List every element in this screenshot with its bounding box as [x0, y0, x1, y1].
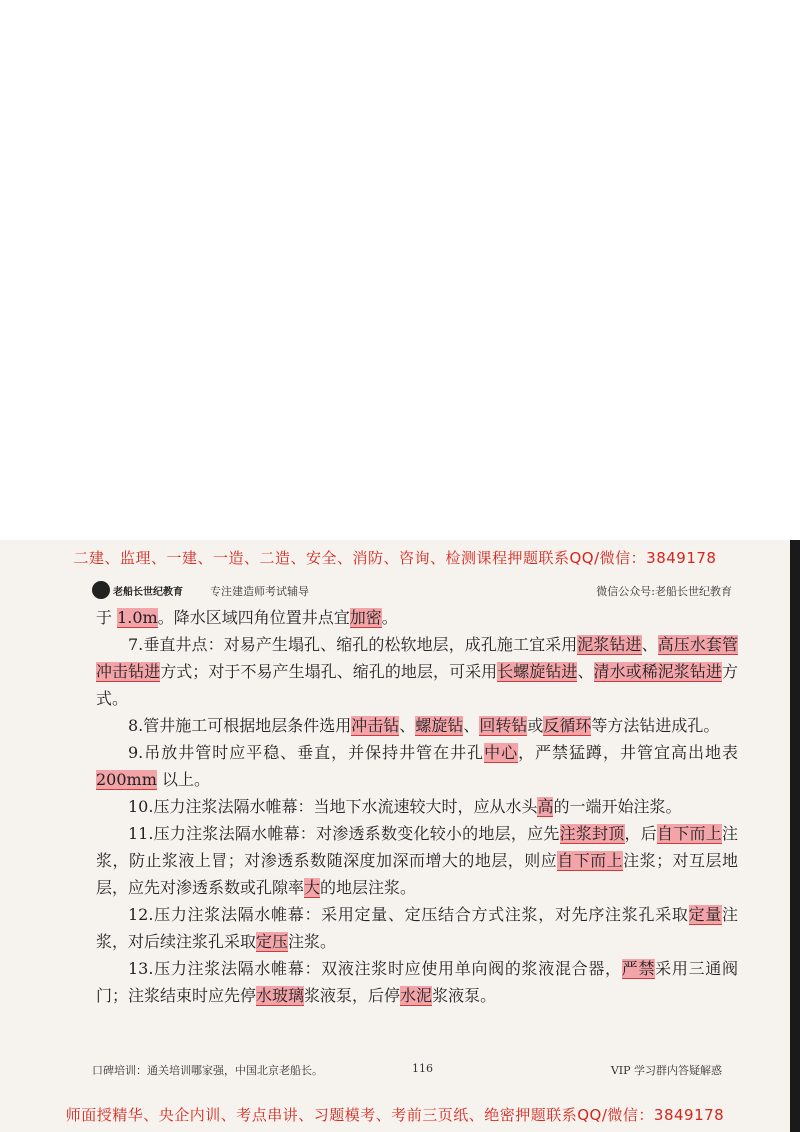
blank-area — [0, 0, 800, 540]
paragraph — [96, 739, 738, 793]
text-segment: 、 — [577, 662, 594, 681]
highlighted-text: 定压 — [256, 932, 289, 951]
text-segment: 以上。 — [156, 770, 210, 789]
paragraph — [96, 955, 738, 1009]
text-segment: 13.压力注浆法隔水帷幕：双液注浆时应使用单向阀的浆液混合器， — [128, 959, 622, 978]
paragraph — [96, 901, 738, 955]
highlighted-text: 水泥 — [400, 986, 433, 1005]
ship-logo-icon — [92, 581, 110, 599]
document-body — [96, 604, 738, 1009]
text-segment: 注浆，防止浆液上冒；对渗透系数随深度加深而增大的地层，则应 — [96, 824, 738, 870]
highlighted-text: 螺旋钻 — [415, 716, 464, 735]
highlighted-text: 加密 — [349, 608, 382, 627]
highlighted-text: 水玻璃 — [256, 986, 305, 1005]
highlighted-text: 回转钻 — [479, 716, 528, 735]
text-segment: 。 — [381, 608, 398, 627]
text-segment: 浆液泵。 — [432, 986, 497, 1005]
highlighted-text: 注浆封顶 — [559, 824, 625, 843]
text-segment: 、 — [399, 716, 416, 735]
text-segment: 7.垂直井点：对易产生塌孔、缩孔的松软地层，成孔施工宜采用 — [128, 635, 578, 654]
highlighted-text: 定量 — [688, 905, 722, 924]
paragraph — [96, 712, 738, 739]
highlighted-text: 高 — [537, 797, 554, 816]
highlighted-text: 泥浆钻进 — [577, 635, 642, 654]
highlighted-text: 大 — [304, 878, 321, 897]
bottom-banner: 师面授精华、央企内训、考点串讲、习题模考、考前三页纸、绝密押题联系QQ/微信：3849178 — [65, 1106, 725, 1124]
text-segment: 或 — [527, 716, 544, 735]
highlighted-text: 严禁 — [621, 959, 656, 978]
highlighted-text: 长螺旋钻进 — [497, 662, 578, 681]
logo — [92, 581, 183, 599]
text-segment: 注浆。 — [288, 932, 337, 951]
paragraph — [96, 604, 738, 631]
text-segment: 采用三通阀门；注浆结束时应先停 — [96, 959, 738, 1005]
highlighted-text: 清水或稀泥浆钻进 — [593, 662, 722, 681]
highlighted-text: 反循环 — [543, 716, 592, 735]
text-segment: 于 — [96, 608, 118, 627]
text-segment: 11.压力注浆法隔水帷幕：对渗透系数变化较小的地层，应先 — [128, 824, 560, 843]
highlighted-text: 高压水套管冲击钻进 — [96, 635, 738, 681]
highlighted-text: 中心 — [484, 743, 519, 762]
scan-edge — [790, 540, 800, 1132]
text-segment: 12.压力注浆法隔水帷幕：采用定量、定压结合方式注浆，对先序注浆孔采取 — [128, 905, 689, 924]
footer-slogan: 口碑培训：通关培训哪家强，中国北京老船长。 — [92, 1064, 323, 1077]
text-segment: 8.管井施工可根据地层条件选用 — [128, 716, 352, 735]
text-segment: 浆液泵，后停 — [304, 986, 401, 1005]
text-segment: 注浆，对后续注浆孔采取 — [96, 905, 738, 951]
text-segment: ，后 — [624, 824, 658, 843]
text-segment: 。降水区域四角位置井点宜 — [157, 608, 350, 627]
paragraph — [96, 631, 738, 712]
text-segment: 、 — [463, 716, 480, 735]
header-wechat: 微信公众号:老船长世纪教育 — [596, 585, 732, 598]
paragraph — [96, 793, 738, 820]
text-segment: 等方法钻进成孔。 — [591, 716, 720, 735]
text-segment: ，严禁猛蹲，井管宜高出地表 — [518, 743, 738, 762]
highlighted-text: 1.0m — [117, 608, 158, 627]
text-segment: 方式。 — [96, 662, 738, 708]
footer-vip: VIP 学习群内答疑解惑 — [610, 1064, 722, 1077]
highlighted-text: 200mm — [96, 770, 157, 789]
page-number: 116 — [412, 1062, 433, 1075]
text-segment: 的地层注浆。 — [320, 878, 417, 897]
text-segment: 注浆；对互层地层，应先对渗透系数或孔隙率 — [96, 851, 738, 897]
highlighted-text: 自下而上 — [557, 851, 624, 870]
top-banner: 二建、监理、一建、一造、二造、安全、消防、咨询、检测课程押题联系QQ/微信：3849178 — [73, 549, 717, 567]
text-segment: 9.吊放井管时应平稳、垂直，并保持井管在井孔 — [128, 743, 485, 762]
text-segment: 、 — [641, 635, 658, 654]
paragraph — [96, 820, 738, 901]
logo-text: 老船长世纪教育 — [113, 586, 183, 598]
text-segment: 10.压力注浆法隔水帷幕：当地下水流速较大时，应从水头 — [128, 797, 538, 816]
highlighted-text: 自下而上 — [657, 824, 722, 843]
text-segment: 的一端开始注浆。 — [553, 797, 682, 816]
header-slogan: 专注建造师考试辅导 — [210, 585, 309, 598]
text-segment: 方式；对于不易产生塌孔、缩孔的地层，可采用 — [160, 662, 498, 681]
page-footer — [92, 1062, 732, 1080]
page-header — [92, 579, 732, 603]
highlighted-text: 冲击钻 — [351, 716, 400, 735]
